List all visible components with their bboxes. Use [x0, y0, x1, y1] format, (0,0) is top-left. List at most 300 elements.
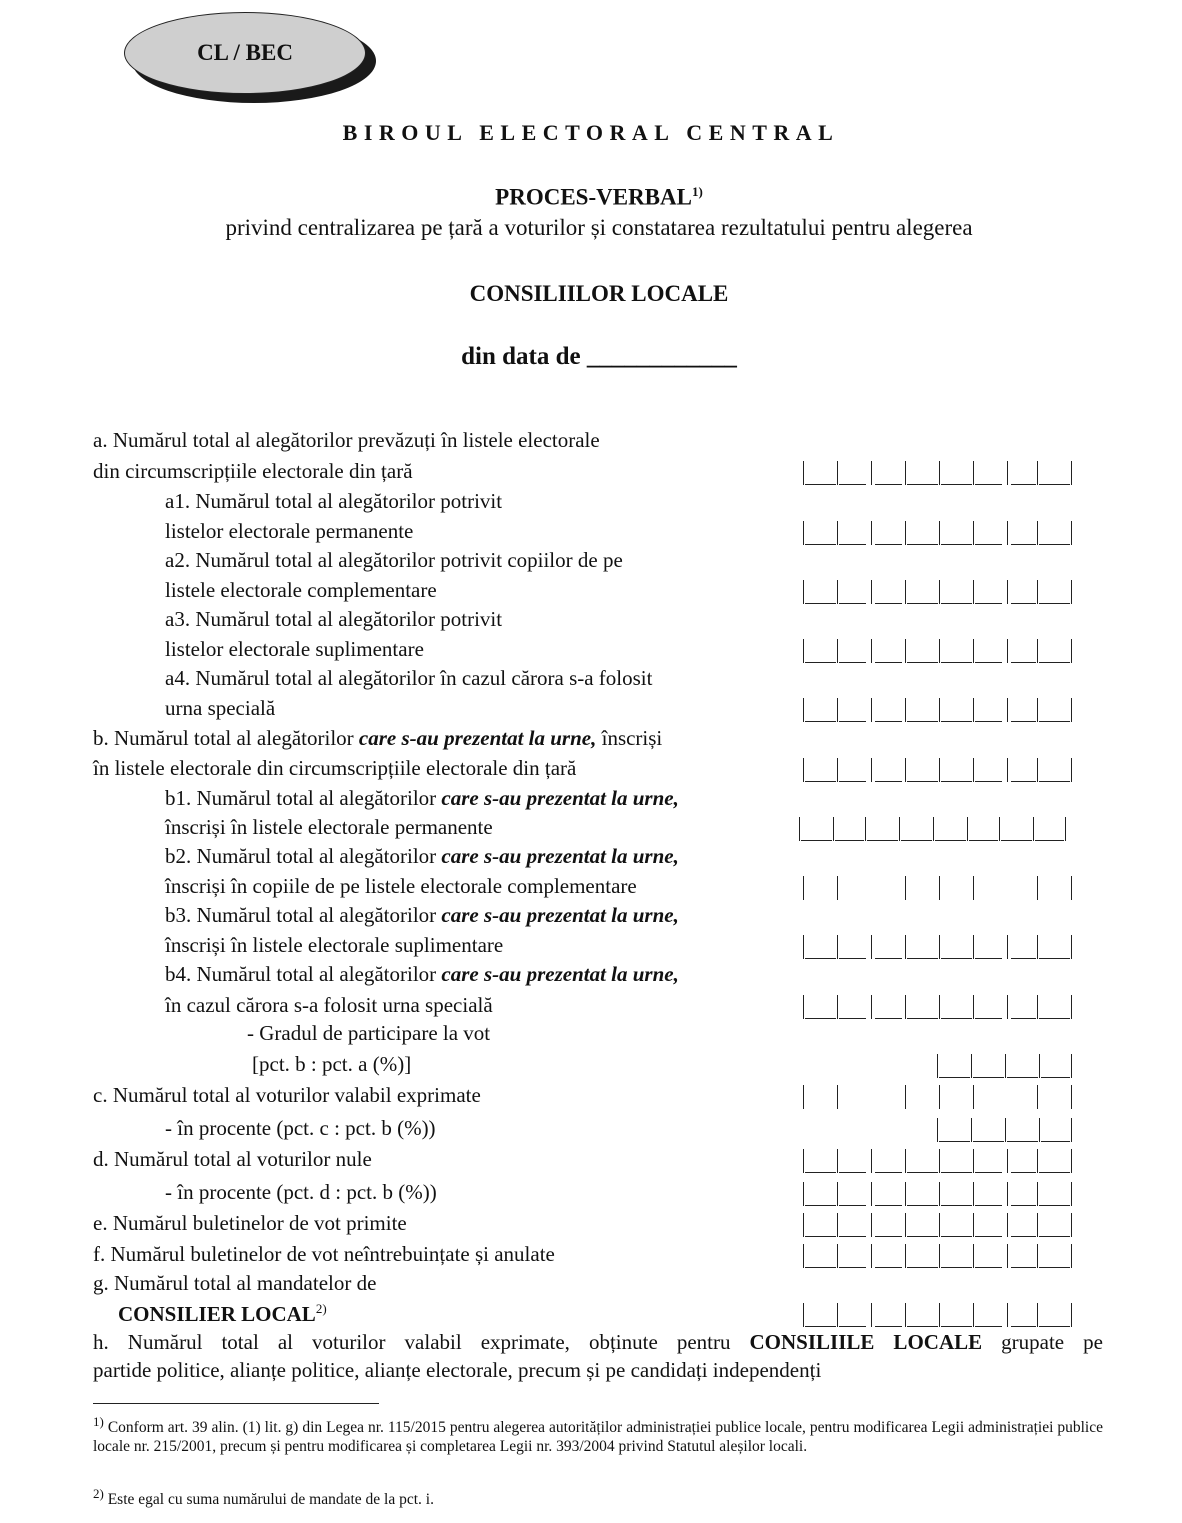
digit-slot: [1039, 1236, 1070, 1237]
digit-separator: [1071, 698, 1072, 722]
digit-slot: [941, 1267, 972, 1268]
item-b2-emphasis: care s-au prezentat la urne,: [441, 844, 679, 868]
item-b-line1: [93, 726, 662, 751]
digit-slot: [1011, 1326, 1036, 1327]
digit-slot: [867, 840, 898, 841]
digit-separator: [871, 935, 872, 959]
digit-separator: [1037, 698, 1038, 722]
digit-separator: [803, 935, 804, 959]
digit-separator: [837, 580, 838, 604]
digit-separator: [1037, 1085, 1038, 1109]
digit-separator: [837, 1213, 838, 1237]
digit-slot: [1039, 1205, 1070, 1206]
digit-separator: [837, 521, 838, 545]
digit-separator: [939, 876, 940, 900]
digit-separator: [1037, 995, 1038, 1019]
digit-separator: [1007, 1149, 1008, 1173]
digit-slot: [1039, 1018, 1070, 1019]
digit-separator: [905, 758, 906, 782]
digit-separator: [973, 461, 974, 485]
digit-slot: [839, 484, 866, 485]
digit-separator: [939, 1244, 940, 1268]
digit-separator: [973, 1149, 974, 1173]
digit-slot: [839, 603, 866, 604]
digit-slot: [1039, 484, 1070, 485]
item-b1-emphasis: care s-au prezentat la urne,: [441, 786, 679, 810]
digit-slot: [875, 1205, 902, 1206]
digit-slot: [805, 958, 836, 959]
item-b-text: b. Numărul total al alegătorilor: [93, 726, 359, 750]
digit-separator: [1071, 1085, 1072, 1109]
digit-separator: [905, 639, 906, 663]
digit-separator: [871, 1303, 872, 1327]
digit-field-b1[interactable]: [799, 817, 1069, 841]
digit-slot: [975, 544, 1002, 545]
digit-slot: [975, 781, 1002, 782]
digit-slot: [973, 1077, 1004, 1078]
footnote-2: [93, 1484, 434, 1509]
digit-separator: [905, 1213, 906, 1237]
digit-separator: [1071, 580, 1072, 604]
item-f: f. Numărul buletinelor de vot neîntrebuințate și anulate: [93, 1242, 555, 1266]
item-b-text-end: înscriși: [596, 726, 663, 750]
office-heading: BIROUL ELECTORAL CENTRAL: [342, 120, 840, 145]
digit-slot: [875, 662, 902, 663]
footnote-2-mark: 2): [93, 1486, 104, 1501]
digit-slot: [907, 544, 938, 545]
item-b2-text: b2. Numărul total al alegătorilor: [165, 844, 442, 868]
digit-slot: [975, 1326, 1002, 1327]
digit-slot: [805, 1326, 836, 1327]
digit-field-c-percent[interactable]: [937, 1118, 1073, 1142]
item-b-emphasis: care s-au prezentat la urne,: [358, 726, 597, 750]
digit-separator: [799, 817, 800, 841]
digit-separator: [803, 876, 804, 900]
digit-slot: [805, 1172, 836, 1173]
digit-separator: [1037, 1213, 1038, 1237]
digit-separator: [1037, 1149, 1038, 1173]
digit-slot: [907, 958, 938, 959]
digit-separator: [939, 1149, 940, 1173]
digit-separator: [803, 758, 804, 782]
item-c: c. Numărul total al voturilor valabil exprimate: [93, 1083, 481, 1107]
digit-slot: [1011, 1236, 1036, 1237]
digit-separator: [871, 1149, 872, 1173]
digit-separator: [1037, 521, 1038, 545]
digit-slot: [875, 721, 902, 722]
digit-separator: [937, 1054, 938, 1078]
digit-slot: [941, 1236, 972, 1237]
digit-separator: [971, 1118, 972, 1142]
digit-slot: [907, 1236, 938, 1237]
digit-separator: [973, 1182, 974, 1206]
digit-slot: [805, 603, 836, 604]
digit-field-a1[interactable]: [803, 521, 1073, 545]
digit-slot: [805, 484, 836, 485]
digit-slot: [941, 781, 972, 782]
digit-slot: [1039, 721, 1070, 722]
digit-field-c[interactable]: [803, 1085, 1073, 1109]
digit-separator: [1071, 461, 1072, 485]
digit-separator: [999, 817, 1000, 841]
digit-slot: [805, 781, 836, 782]
item-e: e. Numărul buletinelor de vot primite: [93, 1211, 407, 1235]
participation-line1: - Gradul de participare la vot: [247, 1021, 491, 1045]
digit-slot: [941, 603, 972, 604]
digit-slot: [907, 1267, 938, 1268]
digit-field-a4[interactable]: [803, 698, 1073, 722]
digit-field-g[interactable]: [803, 1303, 1073, 1327]
digit-separator: [967, 817, 968, 841]
digit-slot: [901, 840, 932, 841]
item-b3-emphasis: care s-au prezentat la urne,: [441, 903, 679, 927]
item-a-line1: a. Numărul total al alegătorilor prevăzuți în listele electorale: [93, 428, 600, 452]
digit-separator: [905, 995, 906, 1019]
digit-slot: [975, 603, 1002, 604]
footnote-1-text: Conform art. 39 alin. (1) lit. g) din Legea nr. 115/2015 pentru alegerea autorităților administrației publice locale, pentru modificarea Legii administrației publice locale nr. 215/2001, precum și pentru modificarea și completarea Legii nr. 393/2004 privind Statutul aleșilor locali.: [93, 1419, 1103, 1456]
digit-field-d[interactable]: [803, 1149, 1073, 1173]
document-title: [0, 184, 1182, 211]
digit-separator: [899, 817, 900, 841]
digit-slot: [1007, 1077, 1038, 1078]
digit-slot: [907, 781, 938, 782]
digit-separator: [1071, 1244, 1072, 1268]
digit-slot: [973, 1141, 1004, 1142]
digit-field-e[interactable]: [803, 1213, 1073, 1237]
item-b-line2: în listele electorale din circumscripțiile electorale din țară: [93, 756, 577, 780]
digit-separator: [905, 461, 906, 485]
digit-separator: [905, 1303, 906, 1327]
digit-separator: [803, 698, 804, 722]
digit-field-participation[interactable]: [937, 1054, 1073, 1078]
digit-separator: [905, 580, 906, 604]
footnote-2-text: Este egal cu suma numărului de mandate de la pct. i.: [103, 1491, 434, 1509]
digit-field-a[interactable]: [803, 461, 1073, 485]
digit-field-d-percent[interactable]: [803, 1182, 1073, 1206]
item-a1-line2: listelor electorale permanente: [165, 519, 414, 543]
digit-separator: [939, 461, 940, 485]
digit-field-b3[interactable]: [803, 935, 1073, 959]
item-h-text: h. Numărul total al voturilor valabil exprimate, obținute pentru: [93, 1330, 750, 1354]
digit-separator: [1037, 876, 1038, 900]
digit-slot: [975, 721, 1002, 722]
digit-field-b4[interactable]: [803, 995, 1073, 1019]
digit-separator: [871, 758, 872, 782]
footnote-ref-2: 2): [315, 1301, 327, 1316]
digit-slot: [975, 1018, 1002, 1019]
digit-slot: [941, 1172, 972, 1173]
digit-separator: [837, 1149, 838, 1173]
digit-separator: [837, 758, 838, 782]
digit-field-f[interactable]: [803, 1244, 1073, 1268]
digit-slot: [1041, 1077, 1070, 1078]
digit-slot: [975, 484, 1002, 485]
digit-separator: [973, 521, 974, 545]
digit-slot: [975, 1236, 1002, 1237]
digit-separator: [1037, 1303, 1038, 1327]
digit-separator: [973, 935, 974, 959]
digit-separator: [973, 1303, 974, 1327]
digit-separator: [837, 1303, 838, 1327]
digit-separator: [939, 1303, 940, 1327]
digit-separator: [939, 639, 940, 663]
digit-separator: [973, 995, 974, 1019]
digit-separator: [871, 461, 872, 485]
digit-separator: [905, 1085, 906, 1109]
item-b3-line2: înscriși în listele electorale suplimentare: [165, 933, 504, 957]
digit-separator: [1007, 1182, 1008, 1206]
item-a2-line1: a2. Numărul total al alegătorilor potrivit copiilor de pe: [165, 548, 623, 572]
digit-slot: [975, 1172, 1002, 1173]
digit-separator: [973, 580, 974, 604]
digit-separator: [1007, 935, 1008, 959]
digit-slot: [875, 1326, 902, 1327]
digit-separator: [837, 1085, 838, 1109]
digit-slot: [907, 1326, 938, 1327]
digit-slot: [1011, 484, 1036, 485]
item-b1-line1: [165, 786, 679, 811]
item-h-emphasis: CONSILIILE LOCALE: [749, 1330, 983, 1354]
digit-separator: [939, 1182, 940, 1206]
digit-separator: [1033, 817, 1034, 841]
digit-slot: [907, 1018, 938, 1019]
item-b1-line2: înscriși în listele electorale permanente: [165, 815, 493, 839]
digit-field-a2[interactable]: [803, 580, 1073, 604]
digit-separator: [939, 935, 940, 959]
digit-separator: [973, 698, 974, 722]
digit-separator: [837, 461, 838, 485]
digit-separator: [973, 1213, 974, 1237]
digit-separator: [1071, 1118, 1072, 1142]
digit-separator: [1007, 521, 1008, 545]
digit-separator: [871, 639, 872, 663]
digit-slot: [805, 1236, 836, 1237]
digit-slot: [875, 544, 902, 545]
digit-separator: [1007, 1244, 1008, 1268]
digit-separator: [837, 698, 838, 722]
item-b4-emphasis: care s-au prezentat la urne,: [441, 962, 679, 986]
digit-slot: [939, 1077, 970, 1078]
digit-separator: [1071, 1303, 1072, 1327]
digit-separator: [1037, 1182, 1038, 1206]
digit-slot: [875, 484, 902, 485]
item-b4-line2: în cazul cărora s-a folosit urna specială: [165, 993, 493, 1017]
digit-separator: [803, 1149, 804, 1173]
item-c-percent: - în procente (pct. c : pct. b (%)): [165, 1116, 436, 1140]
item-g-line2: [118, 1301, 327, 1327]
digit-separator: [973, 1244, 974, 1268]
footnote-1: [93, 1412, 1103, 1456]
digit-slot: [907, 662, 938, 663]
digit-slot: [1039, 1326, 1070, 1327]
item-b3-text: b3. Numărul total al alegătorilor: [165, 903, 442, 927]
digit-separator: [1007, 698, 1008, 722]
digit-separator: [837, 876, 838, 900]
footnote-ref-1: 1): [691, 184, 703, 199]
digit-slot: [1041, 1141, 1070, 1142]
digit-separator: [803, 461, 804, 485]
digit-slot: [1011, 544, 1036, 545]
digit-separator: [1071, 1054, 1072, 1078]
digit-slot: [875, 958, 902, 959]
footnote-divider: [93, 1403, 379, 1404]
form-code-badge: [124, 12, 366, 94]
digit-slot: [839, 1267, 866, 1268]
digit-slot: [805, 544, 836, 545]
item-b3-line1: [165, 903, 679, 928]
digit-separator: [803, 639, 804, 663]
item-a1-line1: a1. Numărul total al alegătorilor potrivit: [165, 489, 503, 513]
digit-separator: [865, 817, 866, 841]
digit-separator: [1039, 1054, 1040, 1078]
digit-slot: [941, 662, 972, 663]
digit-separator: [1071, 995, 1072, 1019]
digit-separator: [803, 1303, 804, 1327]
digit-separator: [803, 1085, 804, 1109]
digit-slot: [935, 840, 966, 841]
digit-separator: [1037, 935, 1038, 959]
digit-field-b[interactable]: [803, 758, 1073, 782]
digit-separator: [939, 698, 940, 722]
digit-slot: [907, 484, 938, 485]
form-code-label: CL / BEC: [197, 40, 293, 65]
digit-separator: [871, 1213, 872, 1237]
digit-slot: [975, 1205, 1002, 1206]
digit-slot: [835, 840, 864, 841]
digit-separator: [973, 876, 974, 900]
digit-slot: [805, 662, 836, 663]
digit-slot: [875, 781, 902, 782]
digit-separator: [939, 580, 940, 604]
digit-slot: [969, 840, 998, 841]
digit-slot: [839, 1326, 866, 1327]
digit-separator: [973, 758, 974, 782]
digit-slot: [907, 721, 938, 722]
digit-separator: [939, 1085, 940, 1109]
digit-slot: [1011, 662, 1036, 663]
digit-slot: [839, 1236, 866, 1237]
digit-separator: [905, 1244, 906, 1268]
digit-slot: [875, 1236, 902, 1237]
digit-separator: [939, 521, 940, 545]
digit-slot: [875, 1172, 902, 1173]
item-b1-text: b1. Numărul total al alegătorilor: [165, 786, 442, 810]
digit-slot: [839, 662, 866, 663]
item-b2-line2: înscriși în copiile de pe listele electorale complementare: [165, 874, 637, 898]
digit-slot: [941, 1326, 972, 1327]
digit-slot: [941, 721, 972, 722]
digit-separator: [1037, 758, 1038, 782]
digit-slot: [1039, 544, 1070, 545]
digit-slot: [839, 1205, 866, 1206]
digit-slot: [1039, 1172, 1070, 1173]
digit-separator: [837, 639, 838, 663]
digit-separator: [837, 995, 838, 1019]
digit-separator: [871, 580, 872, 604]
digit-separator: [1037, 1244, 1038, 1268]
digit-separator: [803, 521, 804, 545]
item-h-line1: [93, 1330, 1103, 1355]
digit-slot: [907, 1172, 938, 1173]
digit-separator: [933, 817, 934, 841]
digit-separator: [1037, 461, 1038, 485]
digit-slot: [1039, 781, 1070, 782]
item-a3-line1: a3. Numărul total al alegătorilor potrivit: [165, 607, 503, 631]
item-a3-line2: listelor electorale suplimentare: [165, 637, 424, 661]
digit-slot: [941, 484, 972, 485]
digit-slot: [975, 1267, 1002, 1268]
digit-separator: [1007, 639, 1008, 663]
digit-slot: [805, 721, 836, 722]
digit-separator: [1071, 1213, 1072, 1237]
digit-separator: [833, 817, 834, 841]
digit-field-b2[interactable]: [803, 876, 1073, 900]
digit-field-a3[interactable]: [803, 639, 1073, 663]
digit-separator: [1039, 1118, 1040, 1142]
digit-separator: [1071, 876, 1072, 900]
digit-separator: [1037, 639, 1038, 663]
digit-slot: [839, 544, 866, 545]
digit-separator: [939, 995, 940, 1019]
digit-separator: [905, 935, 906, 959]
item-h-text-end: grupate pe: [982, 1330, 1103, 1354]
digit-slot: [975, 662, 1002, 663]
digit-separator: [1071, 639, 1072, 663]
digit-slot: [941, 958, 972, 959]
digit-separator: [905, 1182, 906, 1206]
item-a4-line1: a4. Numărul total al alegătorilor în cazul cărora s-a folosit: [165, 666, 653, 690]
digit-separator: [937, 1118, 938, 1142]
digit-separator: [1007, 1303, 1008, 1327]
digit-slot: [875, 603, 902, 604]
item-a4-line2: urna specială: [165, 696, 276, 720]
digit-separator: [1071, 935, 1072, 959]
digit-separator: [1005, 1054, 1006, 1078]
digit-separator: [871, 995, 872, 1019]
digit-slot: [805, 1018, 836, 1019]
digit-separator: [837, 1244, 838, 1268]
digit-separator: [871, 698, 872, 722]
digit-separator: [1007, 1213, 1008, 1237]
digit-slot: [839, 1172, 866, 1173]
digit-separator: [1007, 461, 1008, 485]
digit-slot: [939, 1141, 970, 1142]
digit-slot: [1039, 603, 1070, 604]
digit-separator: [803, 995, 804, 1019]
digit-separator: [939, 1213, 940, 1237]
digit-slot: [801, 840, 832, 841]
item-g-label: CONSILIER LOCAL: [118, 1302, 316, 1326]
digit-separator: [905, 1149, 906, 1173]
digit-slot: [1011, 603, 1036, 604]
digit-separator: [871, 1244, 872, 1268]
digit-slot: [805, 1205, 836, 1206]
election-type: CONSILIILOR LOCALE: [469, 281, 729, 306]
digit-separator: [1071, 758, 1072, 782]
digit-separator: [837, 1182, 838, 1206]
document-title-text: PROCES-VERBAL: [495, 184, 692, 210]
digit-separator: [1007, 580, 1008, 604]
digit-slot: [1001, 840, 1032, 841]
digit-slot: [1035, 840, 1064, 841]
item-b4-text: b4. Numărul total al alegătorilor: [165, 962, 442, 986]
digit-separator: [905, 521, 906, 545]
digit-slot: [839, 958, 866, 959]
item-d: d. Numărul total al voturilor nule: [93, 1147, 372, 1171]
digit-separator: [1037, 580, 1038, 604]
digit-slot: [1039, 958, 1070, 959]
digit-separator: [803, 1182, 804, 1206]
